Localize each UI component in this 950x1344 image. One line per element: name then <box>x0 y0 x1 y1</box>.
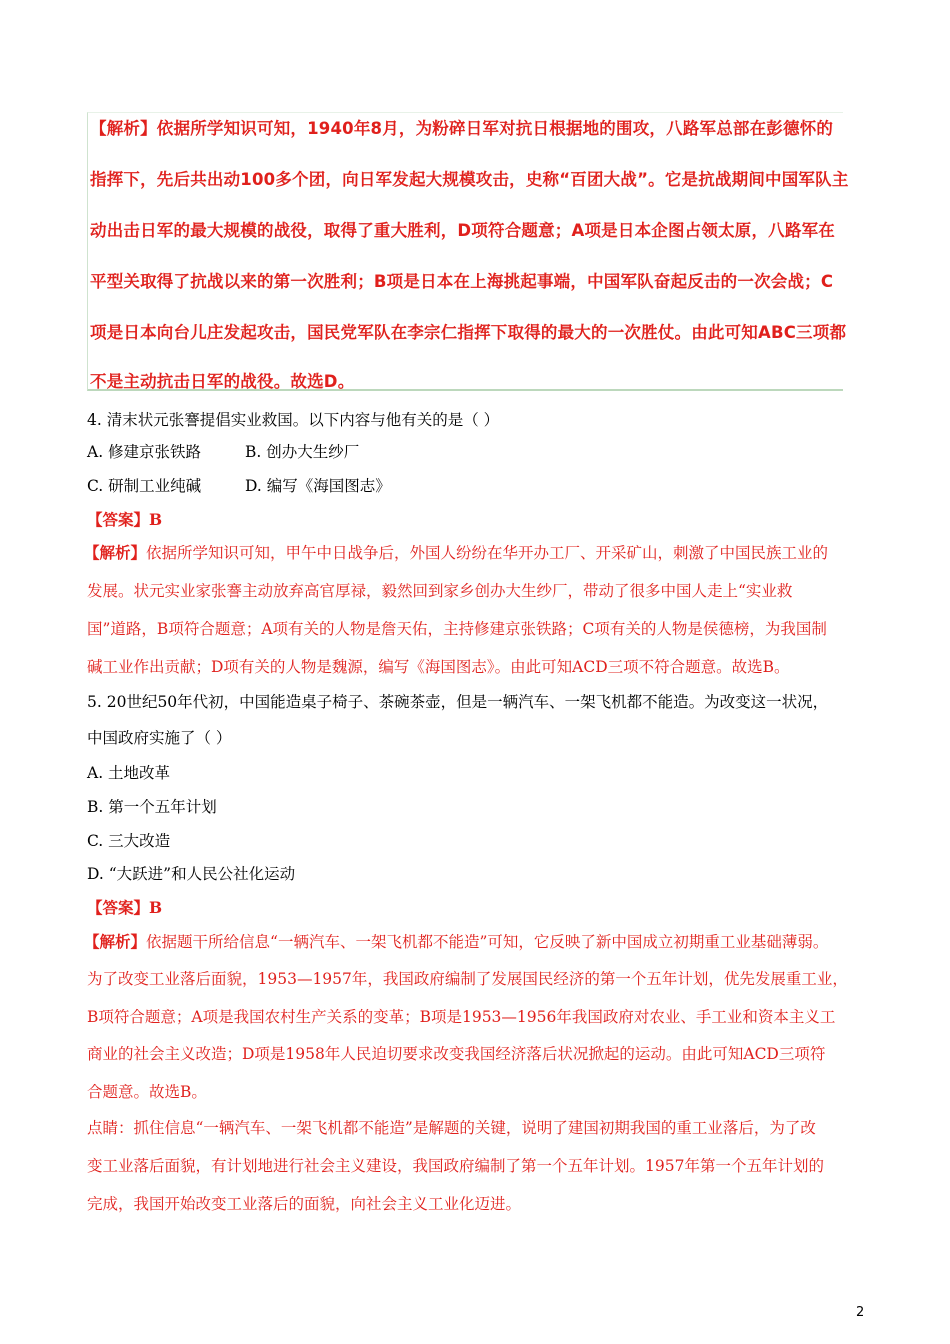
analysis-line: 指挥下，先后共出动100多个团，向日军发起大规模攻击，史称“百团大战”。它是抗战期间中国军队主 <box>90 170 849 189</box>
analysis-line: 动出击日军的最大规模的战役，取得了重大胜利，D项符合题意；A项是日本企图占领太原，八路军在 <box>90 221 835 240</box>
q5-analysis-line <box>84 930 828 952</box>
q4-option-c: C. 研制工业纯碱 <box>87 477 202 495</box>
q5-option-d: D. “大跃进”和人民公社化运动 <box>87 865 296 883</box>
q5-option-a: A. 土地改革 <box>87 764 171 782</box>
question-5-stem: 中国政府实施了（ ） <box>87 729 232 747</box>
page-number: 2 <box>856 1305 865 1320</box>
q5-option-b: B. 第一个五年计划 <box>87 798 217 816</box>
analysis-line: 不是主动抗击日军的战役。故选D。 <box>90 372 355 391</box>
q5-answer: 【答案】B <box>87 898 163 917</box>
q4-analysis-line: 碱工业作出贡献；D项有关的人物是魏源，编写《海国图志》。由此可知ACD三项不符合题意。故选B。 <box>87 658 790 676</box>
q4-analysis-text: 依据所学知识可知，甲午中日战争后，外国人纷纷在华开办工厂、开采矿山，刺激了中国民族工业的 <box>146 544 829 562</box>
q4-analysis-line: 发展。状元实业家张謇主动放弃高官厚禄，毅然回到家乡创办大生纱厂，带动了很多中国人走上“实业救 <box>87 582 793 600</box>
q4-option-a: A. 修建京张铁路 <box>87 443 202 461</box>
q5-tip-line: 点睛：抓住信息“一辆汽车、一架飞机都不能造”是解题的关键，说明了建国初期我国的重工业落后，为了改 <box>87 1119 816 1137</box>
question-4-stem: 4. 清末状元张謇提倡实业救国。以下内容与他有关的是（ ） <box>87 411 500 429</box>
q4-answer: 【答案】B <box>87 510 163 529</box>
q5-tip-line: 变工业落后面貌，有计划地进行社会主义建设，我国政府编制了第一个五年计划。1957年第一个五年计划的 <box>87 1157 824 1175</box>
analysis-box-q3 <box>87 112 843 391</box>
q5-analysis-text: 依据题干所给信息“一辆汽车、一架飞机都不能造”可知，它反映了新中国成立初期重工业基础薄弱。 <box>146 933 829 951</box>
q4-analysis-label: 【解析】 <box>84 543 147 562</box>
q5-option-c: C. 三大改造 <box>87 832 171 850</box>
question-5-stem: 5. 20世纪50年代初，中国能造桌子椅子、茶碗茶壶，但是一辆汽车、一架飞机都不能造。为改变这一状况， <box>87 693 829 711</box>
q5-analysis-line: 商业的社会主义改造；D项是1958年人民迫切要求改变我国经济落后状况掀起的运动。由此可知ACD三项符 <box>87 1045 826 1063</box>
analysis-line: 【解析】依据所学知识可知，1940年8月，为粉碎日军对抗日根据地的围攻，八路军总部在彭德怀的 <box>90 119 834 138</box>
q4-option-b: B. 创办大生纱厂 <box>245 443 360 461</box>
q5-analysis-line: 为了改变工业落后面貌，1953—1957年，我国政府编制了发展国民经济的第一个五年计划，优先发展重工业， <box>87 970 848 988</box>
q5-tip-line: 完成，我国开始改变工业落后的面貌，向社会主义工业化迈进。 <box>87 1195 522 1213</box>
analysis-line: 项是日本向台儿庄发起攻击，国民党军队在李宗仁指挥下取得的最大的一次胜仗。由此可知ABC三项都 <box>90 323 847 342</box>
q5-analysis-line: B项符合题意；A项是我国农村生产关系的变革；B项是1953—1956年我国政府对农业、手工业和资本主义工 <box>87 1008 836 1026</box>
q5-analysis-label: 【解析】 <box>84 932 147 951</box>
analysis-line: 平型关取得了抗战以来的第一次胜利；B项是日本在上海挑起事端，中国军队奋起反击的一次会战；C <box>90 272 834 291</box>
q4-analysis-line: 国”道路，B项符合题意；A项有关的人物是詹天佑，主持修建京张铁路；C项有关的人物是侯德榜，为我国制 <box>87 620 827 638</box>
q5-analysis-line: 合题意。故选B。 <box>87 1083 207 1101</box>
q4-analysis-line <box>84 541 828 563</box>
q4-option-d: D. 编写《海国图志》 <box>245 477 391 495</box>
